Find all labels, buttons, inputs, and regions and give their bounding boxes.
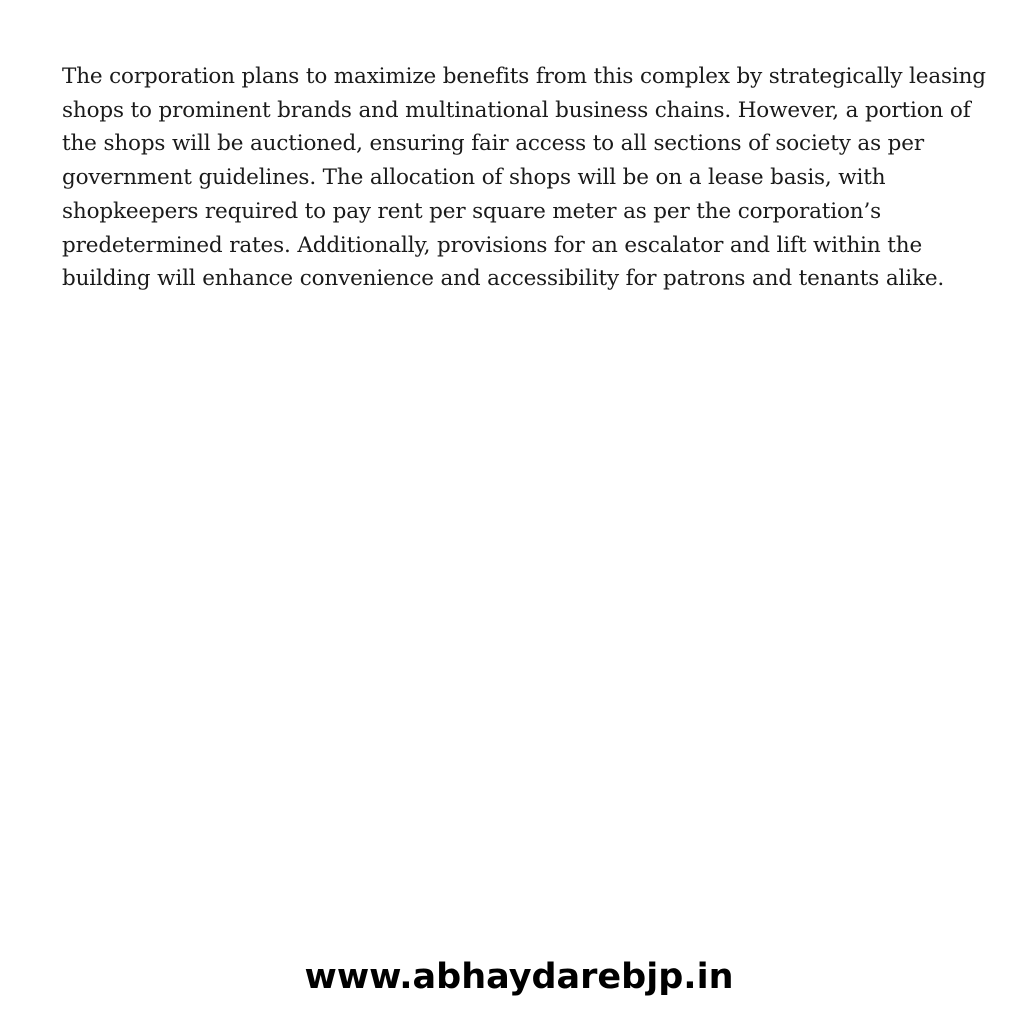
footer-website-url: www.abhaydarebjp.in: [304, 957, 734, 997]
body-paragraph: The corporation plans to maximize benefits from this complex by strategically leasing shops to prominent brands and multinational business chains. However, a portion of the shops will be auctioned, ensuring fair access to all sections of society as per government guidelines. The allocation of shops will be on a lease basis, with shopkeepers required to pay rent per square meter as per the corporation’s predetermined rates. Additionally, provisions for an escalator and lift within the building will enhance convenience and accessibility for patrons and tenants alike.: [62, 64, 986, 292]
